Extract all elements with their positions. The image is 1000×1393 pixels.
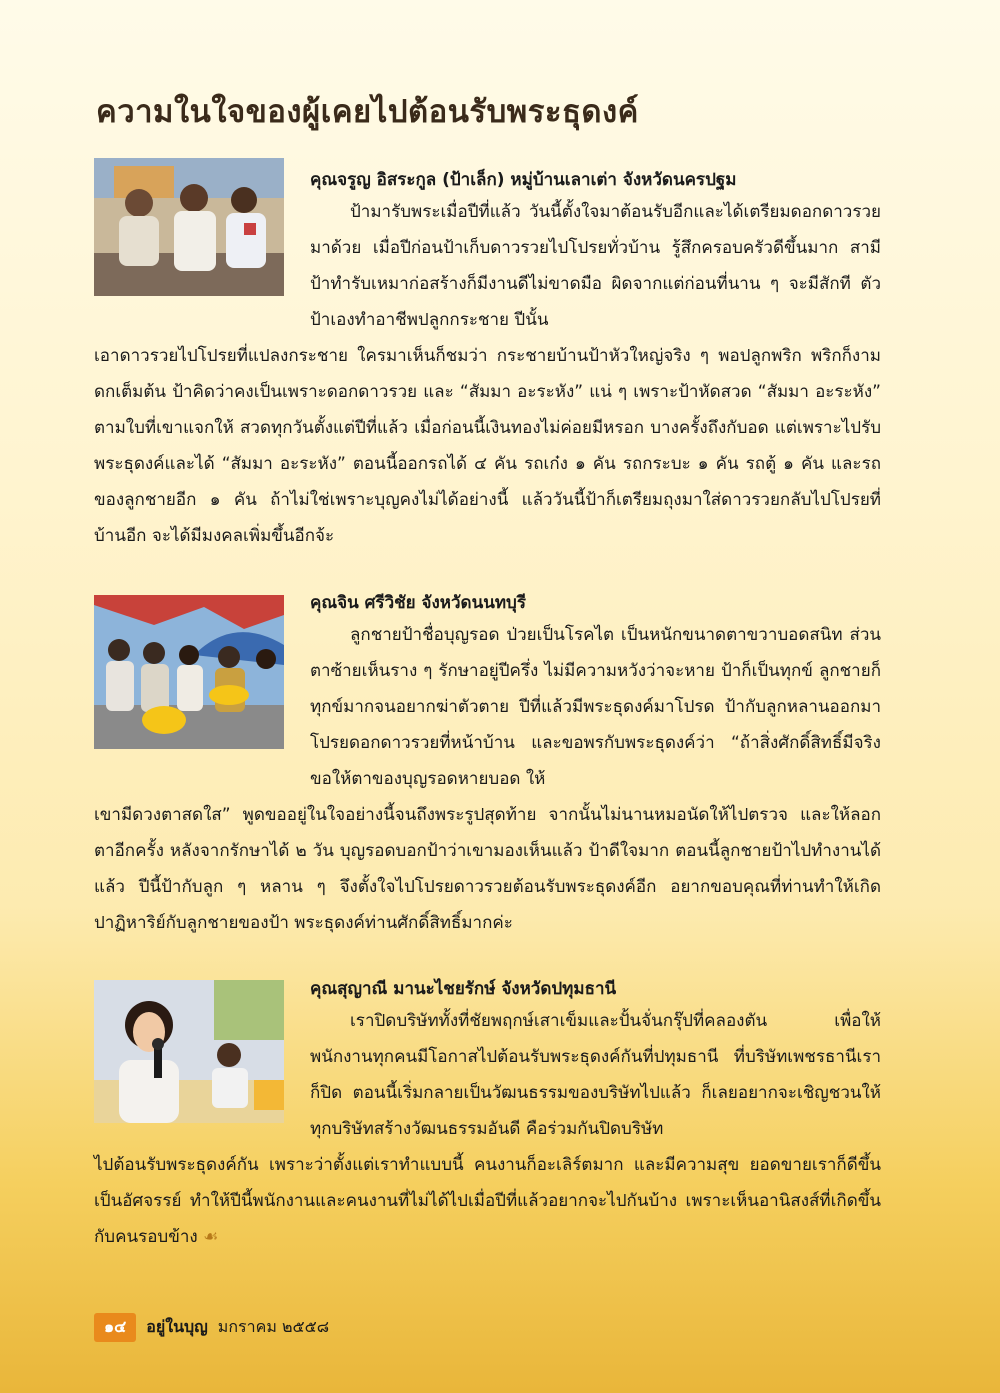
story-text-continued: เขามีดวงตาสดใส” พูดขออยู่ในใจอย่างนี้จนถึงพระรูปสุดท้าย จากนั้นไม่นานหมอนัดให้ไปตรวจ และให้ลอกตาอีกครั้ง หลังจากรักษาได้ ๒ วัน บุญรอดบอกป้าว่าเขามองเห็นแล้ว ป้าดีใจมาก ตอนนี้ลูกชายป้าไปทำงานได้แล้ว ปีนี้ป้ากับลูก ๆ หลาน ๆ จึงตั้งใจไปโปรยดาวรวยต้อนรับพระธุดงค์อีก อยากขอบคุณที่ท่านทำให้เกิดปาฏิหาริย์กับลูกชายของป้า พระธุดงค์ท่านศักดิ์สิทธิ์มากค่ะ <box>94 805 881 933</box>
story-text: ป้ามารับพระเมื่อปีที่แล้ว วันนี้ตั้งใจมาต้อนรับอีกและได้เตรียมดอกดาวรวยมาด้วย เมื่อปีก่อนป้าเก็บดาวรวยไปโปรยทั่วบ้าน รู้สึกครอบครัวดีขึ้นมาก สามีป้าทำรับเหมาก่อสร้างก็มีงานดีไม่ขาดมือ ผิดจากแต่ก่อนที่นาน ๆ จะมีสักที ตัวป้าเองทำอาชีพปลูกกระชาย ปีนั้น <box>310 202 881 330</box>
story-text: เราปิดบริษัททั้งที่ชัยพฤกษ์เสาเข็มและปั้นจั่นกรุ๊ปที่คลองตัน เพื่อให้พนักงานทุกคนมีโอกาสไปต้อนรับพระธุดงค์กันที่ปทุมธานี ที่บริษัทเพชรธานีเราก็ปิด ตอนนี้เริ่มกลายเป็นวัฒนธรรมของบริษัทไปแล้ว ก็เลยอยากจะเชิญชวนให้ทุกบริษัทสร้างวัฒนธรรมอันดี คือร่วมกันปิดบริษัท <box>310 1011 881 1139</box>
magazine-name: อยู่ในบุญ <box>146 1317 208 1336</box>
photo-three-women <box>94 158 284 296</box>
photo-woman-microphone <box>94 980 284 1123</box>
page-number: ๑๔ <box>94 1313 136 1342</box>
story-text-continued <box>94 1147 881 1255</box>
story-text: ลูกชายป้าชื่อบุญรอด ป่วยเป็นโรคไต เป็นหนักขนาดตาขวาบอดสนิท ส่วนตาซ้ายเห็นราง ๆ รักษาอยู่ปีครึ่ง ไม่มีความหวังว่าจะหาย ป้าก็เป็นทุกข์ ลูกชายก็ทุกข์มากจนอยากฆ่าตัวตาย ปีที่แล้วมีพระธุดงค์มาโปรด ป้ากับลูกหลานออกมาโปรยดอกดาวรวยที่หน้าบ้าน และขอพรกับพระธุดงค์ว่า “ถ้าสิ่งศักดิ์สิทธิ์มีจริง ขอให้ตาของบุญรอดหายบอด ให้ <box>310 625 881 789</box>
story-author-name: คุณจิน ศรีวิชัย จังหวัดนนทบุรี <box>310 593 526 613</box>
issue-date: มกราคม ๒๕๕๘ <box>217 1317 330 1336</box>
end-mark-icon: ☙ <box>203 1227 219 1247</box>
page-footer <box>94 1313 329 1342</box>
story-text-continued: เอาดาวรวยไปโปรยที่แปลงกระชาย ใครมาเห็นก็ชมว่า กระชายบ้านป้าหัวใหญ่จริง ๆ พอปลูกพริก พริกก็งาม ดกเต็มต้น ป้าคิดว่าคงเป็นเพราะดอกดาวรวย และ “สัมมา อะระหัง” แน่ ๆ เพราะป้าหัดสวด “สัมมา อะระหัง” ตามใบที่เขาแจกให้ สวดทุกวันตั้งแต่ปีที่แล้ว เมื่อก่อนนี้เงินทองไม่ค่อยมีหรอก บางครั้งถึงกับอด แต่เพราะไปรับพระธุดงค์และได้ “สัมมา อะระหัง” ตอนนี้ออกรถได้ ๔ คัน รถเก๋ง ๑ คัน รถกระบะ ๑ คัน รถตู้ ๑ คัน และรถของลูกชายอีก ๑ คัน ถ้าไม่ใช่เพราะบุญคงไม่ได้อย่างนี้ แล้ววันนี้ป้าก็เตรียมถุงมาใส่ดาวรวยกลับไปโปรยที่บ้านอีก จะได้มีมงคลเพิ่มขึ้นอีกจ้ะ <box>94 346 881 546</box>
story-text-tail: ไปต้อนรับพระธุดงค์กัน เพราะว่าตั้งแต่เราทำแบบนี้ คนงานก็อะเลิร์ตมาก และมีความสุข ยอดขายเราก็ดีขึ้นเป็นอัศจรรย์ ทำให้ปีนี้พนักงานและคนงานที่ไม่ได้ไปเมื่อปีที่แล้วอยากจะไปกันบ้าง เพราะเห็นอานิสงส์ที่เกิดขึ้นกับคนรอบข้าง <box>94 1155 881 1247</box>
photo-women-with-flowers <box>94 595 284 749</box>
page-title: ความในใจของผู้เคยไปต้อนรับพระธุดงค์ <box>96 94 639 130</box>
story-author-name: คุณสุญาณี มานะไชยรักษ์ จังหวัดปทุมธานี <box>310 979 617 999</box>
story-author-name: คุณจรูญ อิสระกูล (ป้าเล็ก) หมู่บ้านเลาเต่า จังหวัดนครปฐม <box>310 170 737 190</box>
